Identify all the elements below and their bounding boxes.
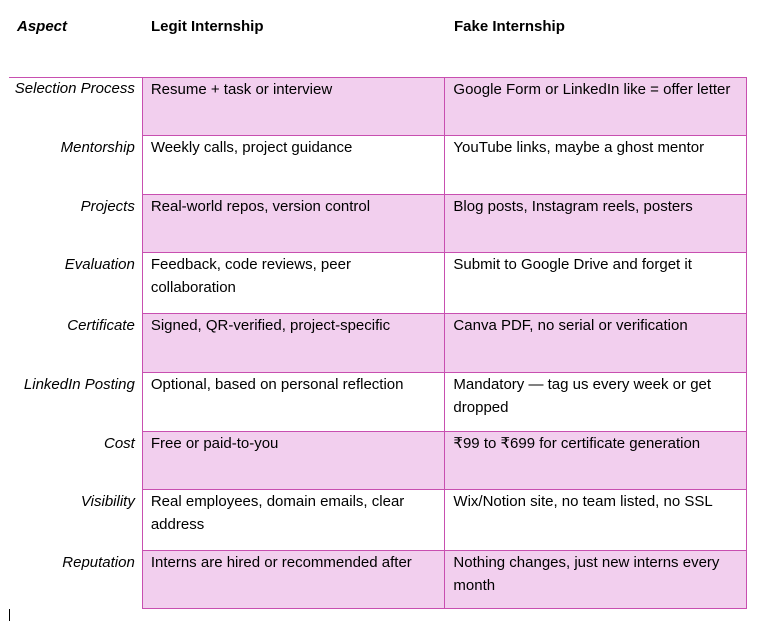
table-row [9, 136, 747, 195]
row-aspect-label: Reputation [62, 554, 135, 571]
row-legit-cell: Interns are hired or recommended after [142, 551, 446, 609]
header-aspect: Aspect [17, 18, 68, 35]
table-row [9, 373, 747, 432]
row-aspect-label: Mentorship [60, 139, 135, 156]
row-fake-cell: Nothing changes, just new interns every month [445, 551, 747, 609]
row-aspect-label: Certificate [67, 317, 135, 334]
row-fake-cell: Submit to Google Drive and forget it [445, 253, 747, 314]
row-legit-cell: Signed, QR-verified, project-specific [142, 314, 446, 373]
row-aspect-label: Cost [103, 435, 135, 452]
row-legit-cell: Feedback, code reviews, peer collaboration [142, 253, 446, 314]
table-row [9, 490, 747, 551]
table-row [9, 551, 747, 609]
table-row [9, 314, 747, 373]
table-row [9, 432, 747, 490]
row-legit-cell: Free or paid-to-you [142, 432, 446, 490]
row-legit-cell: Real employees, domain emails, clear address [142, 490, 446, 551]
comparison-table [9, 77, 747, 609]
row-legit-cell: Resume + task or interview [142, 77, 446, 136]
row-legit-cell: Real-world repos, version control [142, 195, 446, 253]
row-fake-cell: Mandatory — tag us every week or get dropped [445, 373, 747, 432]
row-fake-cell: Wix/Notion site, no team listed, no SSL [445, 490, 747, 551]
table-header-row [0, 0, 758, 77]
text-cursor [9, 609, 10, 621]
row-aspect-label: Projects [80, 198, 135, 215]
row-aspect-label: Visibility [80, 493, 135, 510]
table-row [9, 195, 747, 253]
row-fake-cell: Blog posts, Instagram reels, posters [445, 195, 747, 253]
header-legit-internship: Legit Internship [151, 18, 264, 35]
row-fake-cell: Canva PDF, no serial or verification [445, 314, 747, 373]
row-aspect-label: Selection Process [14, 80, 135, 97]
header-fake-internship: Fake Internship [454, 18, 565, 35]
table-row [9, 253, 747, 314]
table-row [9, 77, 747, 136]
row-fake-cell: YouTube links, maybe a ghost mentor [445, 136, 747, 195]
row-fake-cell: ₹99 to ₹699 for certificate generation [445, 432, 747, 490]
row-legit-cell: Weekly calls, project guidance [142, 136, 446, 195]
row-legit-cell: Optional, based on personal reflection [142, 373, 446, 432]
row-aspect-label: LinkedIn Posting [23, 376, 135, 393]
row-fake-cell: Google Form or LinkedIn like = offer letter [445, 77, 747, 136]
row-aspect-label: Evaluation [64, 256, 135, 273]
